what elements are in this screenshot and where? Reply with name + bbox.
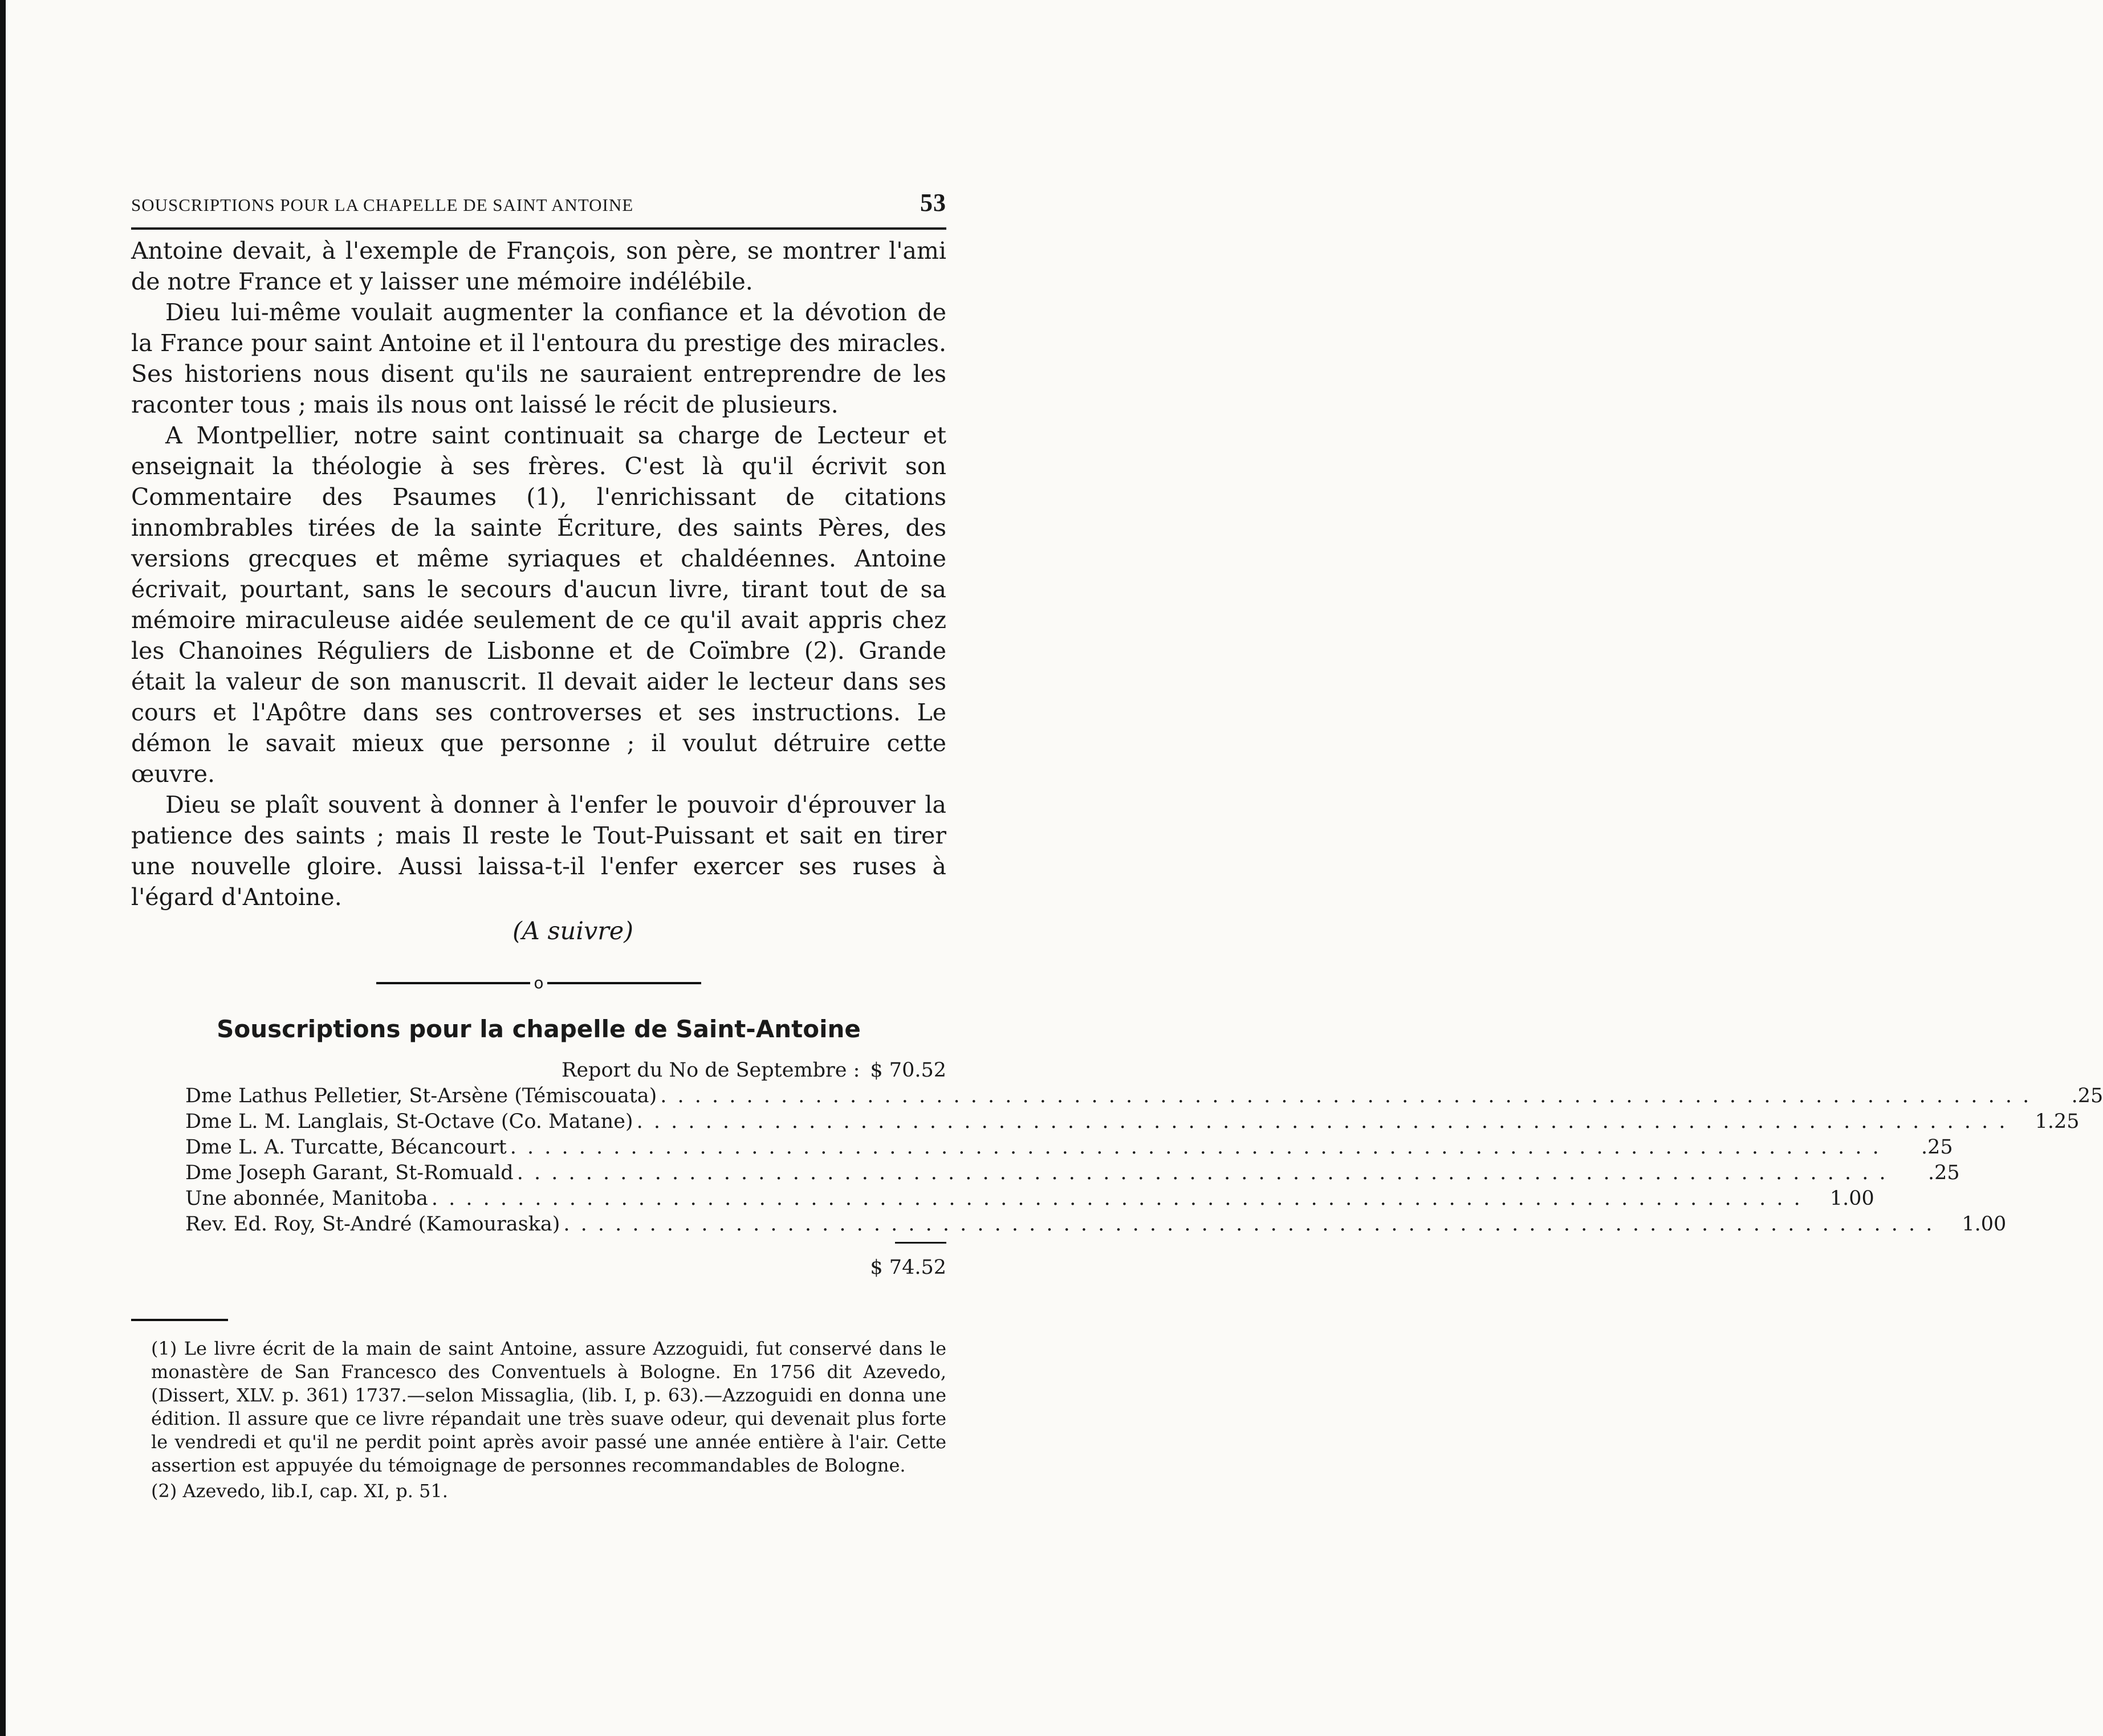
leader-dots: . . . . . . . . . . . . . . . . . . . . . . . . . . . . . . . . . . . . . . . . . . . . . . . . . . . . . . . . . . . . . . . . . . . . . . . . . . . . . . . . <box>660 1085 2032 1107</box>
footnote-2: (2) Azevedo, lib.I, cap. XI, p. 51. <box>151 1480 448 1502</box>
subscriptions-total: $ 74.52 <box>870 1256 946 1279</box>
article-body <box>131 235 946 947</box>
donation-amount: .25 <box>1921 1136 1953 1159</box>
running-header <box>131 188 946 230</box>
footnote-1: (1) Le livre écrit de la main de saint Antoine, assure Azzoguidi, fut conservé dans le monastère de San Francesco des Conventuels à Bologne. En 1756 dit Azevedo, (Dissert, XLV. p. 361) 1737.—selon Missaglia, (lib. I, p. 63).—Azzoguidi en donna une édition. Il assure que ce livre répandait une très suave odeur, qui devenait plus forte le vendredi et qu'il ne perdit point après avoir passé une année entière à l'air. Cette assertion est appuyée du témoignage de personnes recommandables de Bologne. <box>151 1338 946 1476</box>
sum-rule <box>185 1242 946 1244</box>
leader-dots: . . . . . . . . . . . . . . . . . . . . . . . . . . . . . . . . . . . . . . . . . . . . . . . . . . . . . . . . . . . . . . . . . . . . . . . . . . . . . . . . <box>516 1162 1888 1184</box>
paragraph-3: A Montpellier, notre saint continuait sa charge de Lecteur et enseignait la théologie à ses frères. C'est là qu'il écrivit son Commentaire des Psaumes (1), l'enrichissant de citations innombrables tirées de la sainte Écriture, des saints Pères, des versions grecques et même syriaques et chaldéennes. Antoine écrivait, pourtant, sans le secours d'aucun livre, tirant tout de sa mémoire miraculeuse aidée seulement de ce qu'il avait appris chez les Chanoines Réguliers de Lisbonne et de Coïmbre (2). Grande était la valeur de son manuscrit. Il devait aider le lecteur dans ses cours et l'Apôtre dans ses controverses et ses instructions. Le démon le savait mieux que personne ; il voulut détruire cette œuvre. <box>131 422 946 788</box>
donor-name: Rev. Ed. Roy, St-André (Kamouraska) <box>185 1213 560 1236</box>
donation-amount: .25 <box>1928 1162 1960 1184</box>
donor-name: Dme Lathus Pelletier, St-Arsène (Témiscouata) <box>185 1085 657 1107</box>
footnotes <box>151 1337 946 1503</box>
subscriptions-title: Souscriptions pour la chapelle de Saint-Antoine <box>217 1015 861 1043</box>
separator-rule-right <box>547 982 701 984</box>
section-separator <box>131 975 946 991</box>
book-page <box>131 188 2103 1503</box>
separator-ornament: o <box>534 973 544 992</box>
donation-amount: 1.00 <box>1962 1213 2007 1236</box>
footnote-rule <box>131 1319 228 1321</box>
page-binding-edge <box>0 0 6 1736</box>
paragraph-1: Antoine devait, à l'exemple de François, son père, se montrer l'ami de notre France et y laisser une mémoire indélébile. <box>131 237 946 295</box>
paragraph-4: Dieu se plaît souvent à donner à l'enfer le pouvoir d'éprouver la patience des saints ; mais Il reste le Tout-Puissant et sait en tirer une nouvelle gloire. Aussi laissa-t-il l'enfer exercer ses ruses à l'égard d'Antoine. <box>131 791 946 911</box>
donor-name: Dme Joseph Garant, St-Romuald <box>185 1162 514 1184</box>
leader-dots: . . . . . . . . . . . . . . . . . . . . . . . . . . . . . . . . . . . . . . . . . . . . . . . . . . . . . . . . . . . . . . . . . . . . . . . . . . . . . . . . <box>431 1187 1803 1210</box>
ledger-row <box>185 1083 2103 1109</box>
page-number: 53 <box>920 189 946 217</box>
donor-name: Dme L. A. Turcatte, Bécancourt <box>185 1136 507 1159</box>
separator-rule-left <box>376 982 530 984</box>
leader-dots: . . . . . . . . . . . . . . . . . . . . . . . . . . . . . . . . . . . . . . . . . . . . . . . . . . . . . . . . . . . . . . . . . . . . . . . . . . . . . . . . <box>510 1136 1881 1159</box>
donation-amount: 1.00 <box>1829 1187 1874 1210</box>
donor-name: Une abonnée, Manitoba <box>185 1187 428 1210</box>
ledger-row <box>185 1212 2007 1237</box>
donation-amount: 1.25 <box>2035 1110 2080 1133</box>
report-amount: $ 70.52 <box>870 1059 946 1082</box>
donor-name: Dme L. M. Langlais, St-Octave (Co. Matane) <box>185 1110 633 1133</box>
ledger-row <box>185 1160 1960 1186</box>
leader-dots: . . . . . . . . . . . . . . . . . . . . . . . . . . . . . . . . . . . . . . . . . . . . . . . . . . . . . . . . . . . . . . . . . . . . . . . . . . . . . . . . <box>563 1213 1935 1236</box>
ledger-row <box>185 1109 2080 1135</box>
report-label: Report du No de Septembre : <box>561 1059 860 1082</box>
donation-amount: .25 <box>2071 1085 2103 1107</box>
leader-dots: . . . . . . . . . . . . . . . . . . . . . . . . . . . . . . . . . . . . . . . . . . . . . . . . . . . . . . . . . . . . . . . . . . . . . . . . . . . . . . . . <box>636 1110 2008 1133</box>
subscriptions-ledger <box>185 1058 2103 1244</box>
paragraph-2: Dieu lui-même voulait augmenter la confiance et la dévotion de la France pour saint Antoine et il l'entoura du prestige des miracles. Ses historiens nous disent qu'ils ne sauraient entreprendre de les raconter tous ; mais ils nous ont laissé le récit de plusieurs. <box>131 299 946 418</box>
report-row <box>185 1058 946 1083</box>
ledger-row <box>185 1186 1874 1212</box>
running-title: SOUSCRIPTIONS POUR LA CHAPELLE DE SAINT ANTOINE <box>131 195 634 215</box>
ledger-row <box>185 1135 1953 1160</box>
to-be-continued: (A suivre) <box>512 917 634 946</box>
